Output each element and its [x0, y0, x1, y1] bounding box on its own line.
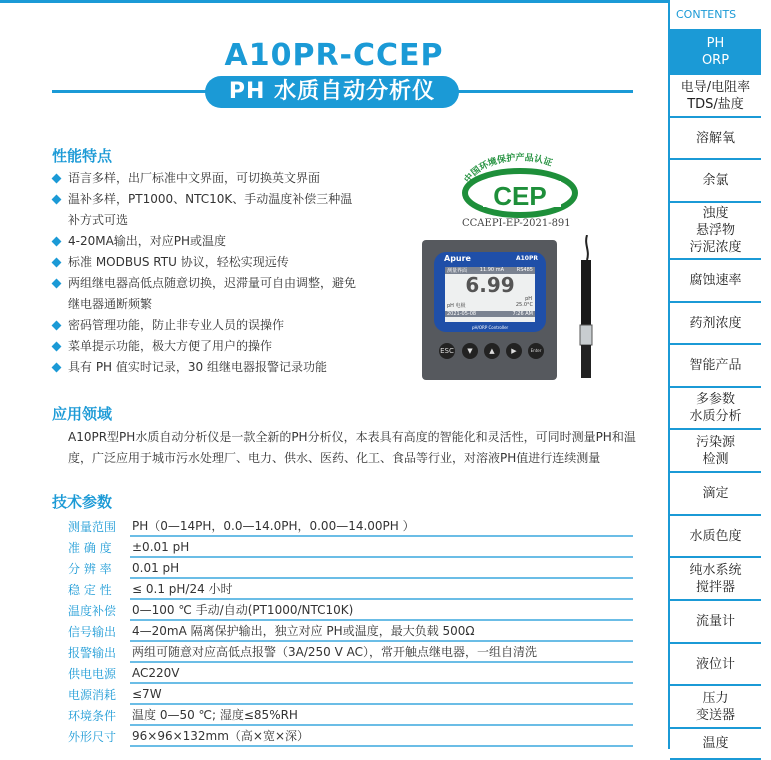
- features-heading: 性能特点: [52, 147, 113, 165]
- divider: [52, 90, 207, 93]
- sidebar-item[interactable]: 纯水系统 搅拌器: [670, 558, 761, 601]
- top-rule: [0, 0, 668, 3]
- spec-value: ≤ 0.1 pH/24 小时: [130, 579, 633, 600]
- enter-button: Enter: [528, 343, 544, 359]
- specs-heading: 技术参数: [52, 493, 113, 511]
- spec-label: 温度补偿: [68, 604, 117, 618]
- spec-label: 分 辨 率: [68, 562, 112, 576]
- diamond-bullet-icon: [52, 195, 62, 205]
- feature-text: 密码管理功能，防止非专业人员的误操作: [68, 318, 285, 332]
- down-button: ▼: [462, 343, 478, 359]
- diamond-bullet-icon: [52, 363, 62, 373]
- certificate-number: CCAEPI-EP-2021-891: [462, 218, 571, 229]
- feature-text: 具有 PH 值实时记录，30 组继电器报警记录功能: [68, 360, 327, 374]
- spec-label: 准 确 度: [68, 541, 112, 555]
- feature-text: 语言多样，出厂标准中文界面，可切换英文界面: [68, 171, 321, 185]
- spec-row: [68, 579, 633, 600]
- spec-label: 外形尺寸: [68, 730, 117, 744]
- spec-value: 温度 0—50 ℃; 湿度≤85%RH: [130, 705, 633, 726]
- divider: [457, 90, 633, 93]
- brand-label: Apure: [444, 254, 471, 263]
- diamond-bullet-icon: [52, 342, 62, 352]
- right-button: ▶: [506, 343, 522, 359]
- application-text: A10PR型PH水质自动分析仪是一款全新的PH分析仪，本表具有高度的智能化和灵活性，可同时测量PH和温度，广泛应用于城市污水处理厂、电力、供水、医药、化工、食品等行业，对溶液PH值进行连续测量: [68, 430, 636, 465]
- sidebar-item[interactable]: 滴定: [670, 473, 761, 516]
- feature-item: [52, 336, 362, 357]
- sidebar-item[interactable]: 浊度 悬浮物 污泥浓度: [670, 203, 761, 260]
- features-list: [52, 168, 362, 378]
- spec-label: 供电电源: [68, 667, 117, 681]
- sidebar-item[interactable]: 余氯: [670, 160, 761, 203]
- sidebar-item[interactable]: 污染源 检测: [670, 430, 761, 473]
- feature-text: 温补多样，PT1000、NTC10K、手动温度补偿三种温补方式可选: [68, 192, 353, 227]
- esc-button: ESC: [439, 343, 455, 359]
- contents-title: CONTENTS: [670, 0, 761, 31]
- spec-row: [68, 558, 633, 579]
- spec-value: 0.01 pH: [130, 558, 633, 579]
- sidebar-item[interactable]: 水质色度: [670, 516, 761, 558]
- spec-row: [68, 600, 633, 621]
- spec-row: [68, 726, 633, 747]
- ph-electrode-image: [578, 235, 594, 380]
- spec-row: [68, 684, 633, 705]
- lcd-screen: 测量界面 11.90 mA RS485 6.99 pH pH 电极 25.0°C 2021-05-08 7:26 AM: [445, 267, 535, 322]
- feature-item: [52, 231, 362, 252]
- diamond-bullet-icon: [52, 237, 62, 247]
- spec-value: 0—100 ℃ 手动/自动(PT1000/NTC10K): [130, 600, 633, 621]
- feature-text: 4-20MA输出，对应PH或温度: [68, 234, 227, 248]
- spec-value: PH（0—14PH，0.0—14.0PH，0.00—14.00PH ）: [130, 516, 633, 537]
- spec-value: 96×96×132mm（高×宽×深）: [130, 726, 633, 747]
- sidebar-item[interactable]: 流量计: [670, 601, 761, 644]
- feature-text: 菜单提示功能，极大方便了用户的操作: [68, 339, 273, 353]
- feature-item: [52, 315, 362, 336]
- feature-item: [52, 357, 362, 378]
- spec-row: [68, 537, 633, 558]
- spec-row: [68, 642, 633, 663]
- spec-row: [68, 516, 633, 537]
- sidebar-item[interactable]: 多参数 水质分析: [670, 388, 761, 430]
- diamond-bullet-icon: [52, 258, 62, 268]
- feature-item: [52, 273, 362, 315]
- spec-value: ≤7W: [130, 684, 633, 705]
- feature-item: [52, 252, 362, 273]
- spec-label: 测量范围: [68, 520, 117, 534]
- sidebar-item[interactable]: 液位计: [670, 644, 761, 686]
- spec-label: 稳 定 性: [68, 583, 112, 597]
- cep-certification-logo: [455, 145, 585, 220]
- sidebar-item[interactable]: 电导/电阻率 TDS/盐度: [670, 75, 761, 118]
- spec-row: [68, 621, 633, 642]
- svg-text:CEP: CEP: [493, 181, 547, 211]
- spec-value: AC220V: [130, 663, 633, 684]
- spec-value: ±0.01 pH: [130, 537, 633, 558]
- spec-label: 报警输出: [68, 646, 117, 660]
- device-model: A10PR: [515, 255, 538, 262]
- sidebar-item[interactable]: 腐蚀速率: [670, 260, 761, 303]
- feature-item: [52, 189, 362, 231]
- spec-label: 信号输出: [68, 625, 117, 639]
- contents-sidebar: [668, 0, 771, 749]
- specs-table: [68, 516, 633, 747]
- spec-row: [68, 663, 633, 684]
- spec-value: 4—20mA 隔离保护输出，独立对应 PH或温度，最大负载 500Ω: [130, 621, 633, 642]
- feature-item: [52, 168, 362, 189]
- ph-reading: 6.99: [465, 273, 515, 297]
- spec-row: [68, 705, 633, 726]
- sidebar-item[interactable]: PH ORP: [670, 31, 761, 75]
- sidebar-item[interactable]: 智能产品: [670, 345, 761, 388]
- sidebar-item[interactable]: 温度: [670, 729, 761, 760]
- svg-text:中国环境保护产品认证: 中国环境保护产品认证: [462, 153, 554, 186]
- diamond-bullet-icon: [52, 174, 62, 184]
- model-title: A10PR-CCEP: [224, 38, 444, 73]
- feature-text: 两组继电器高低点随意切换，迟滞量可自由调整，避免继电器通断频繁: [68, 276, 357, 311]
- diamond-bullet-icon: [52, 321, 62, 331]
- sidebar-item[interactable]: 压力 变送器: [670, 686, 761, 729]
- spec-label: 环境条件: [68, 709, 117, 723]
- diamond-bullet-icon: [52, 279, 62, 289]
- sidebar-item[interactable]: 药剂浓度: [670, 303, 761, 345]
- application-heading: 应用领域: [52, 405, 113, 423]
- feature-text: 标准 MODBUS RTU 协议，轻松实现远传: [68, 255, 289, 269]
- sidebar-item[interactable]: 溶解氧: [670, 118, 761, 160]
- product-name-banner: PH 水质自动分析仪: [205, 76, 459, 108]
- ph-controller-image: Apure A10PR 测量界面 11.90 mA RS485 6.99 pH pH 电极 25.0°C 2021-05-08 7:26 AM pH/ORP Controller ESC ▼ ▲ ▶ Enter: [422, 240, 557, 380]
- up-button: ▲: [484, 343, 500, 359]
- spec-label: 电源消耗: [68, 688, 117, 702]
- spec-value: 两组可随意对应高低点报警（3A/250 V AC），常开触点继电器，一组自清洗: [130, 642, 633, 663]
